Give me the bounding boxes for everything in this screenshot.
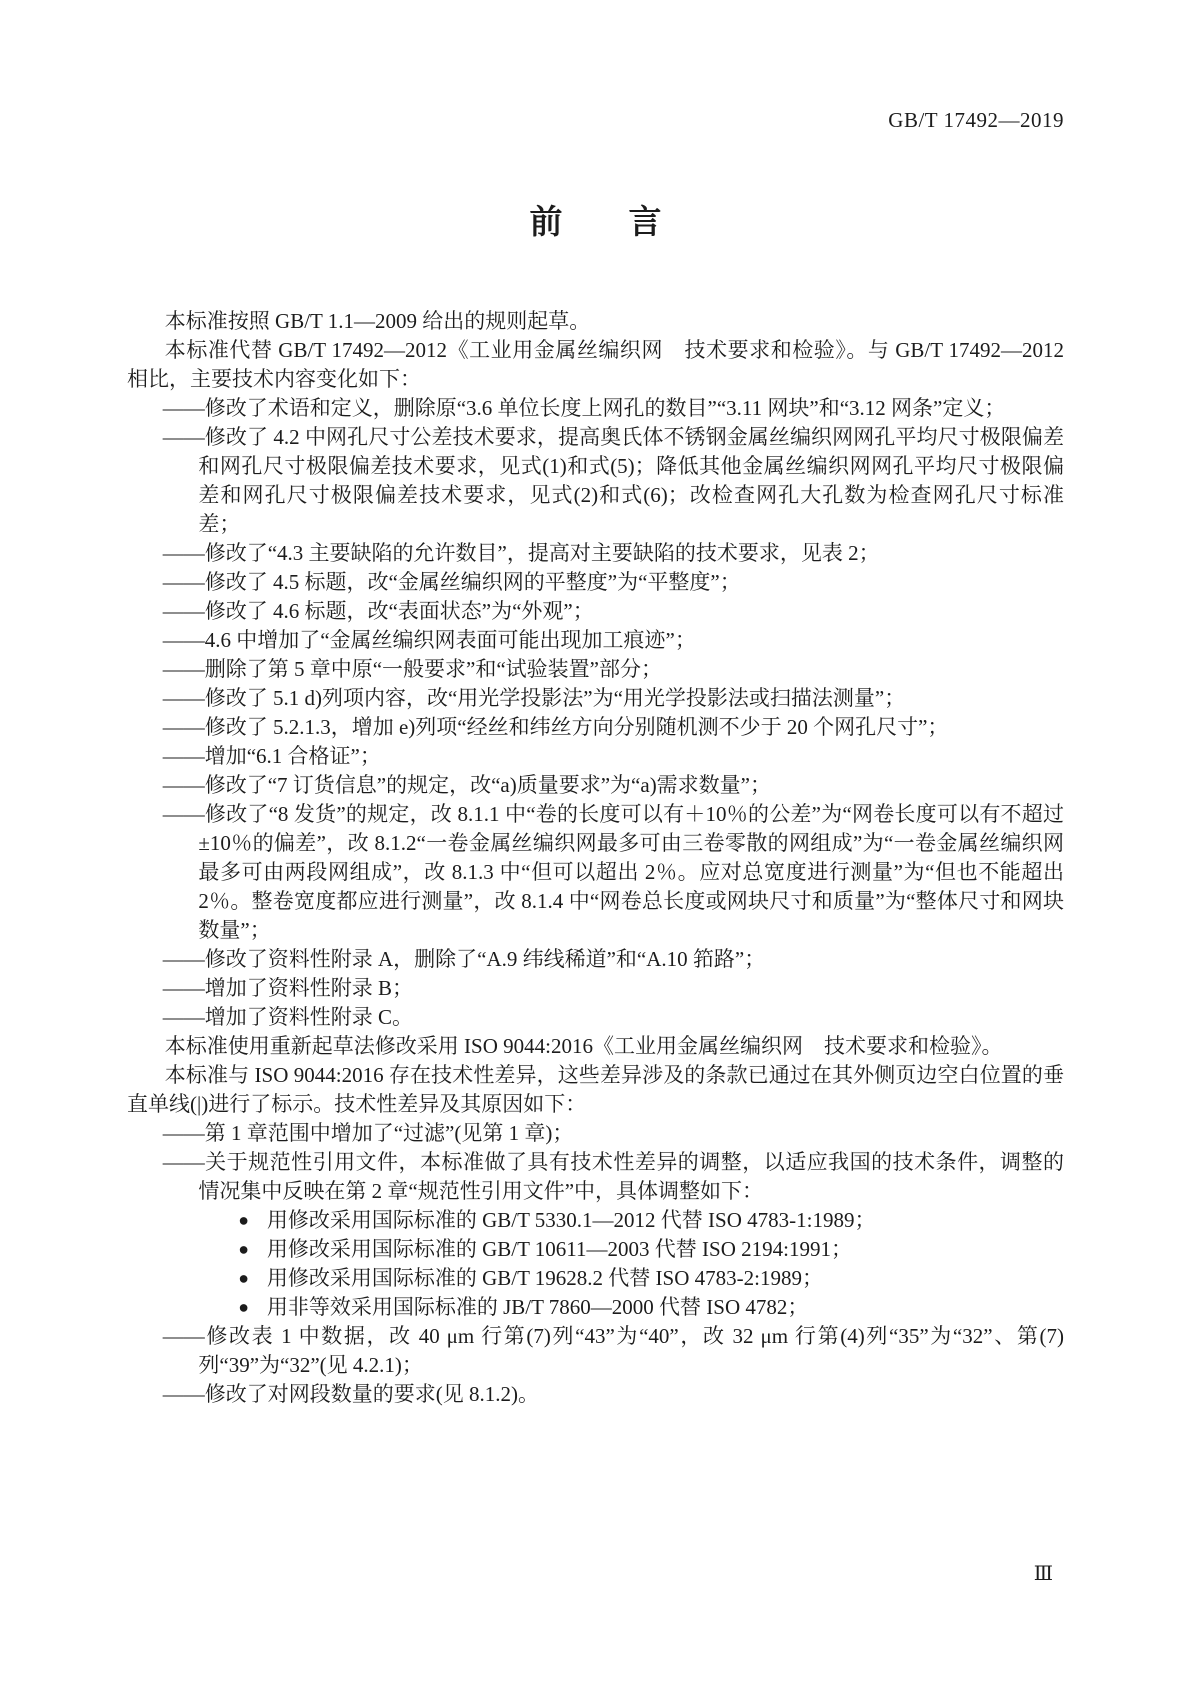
list-item-text: 用修改采用国际标准的 GB/T 5330.1—2012 代替 ISO 4783-1:1989； (266, 1208, 876, 1232)
bullet-marker: ● (238, 1210, 250, 1230)
list-item-text: 用修改采用国际标准的 GB/T 19628.2 代替 ISO 4783-2:1989； (266, 1266, 823, 1290)
list-item (127, 684, 1064, 713)
dash-marker: —— (162, 715, 205, 739)
dash-marker: —— (162, 1121, 205, 1145)
list-item (127, 800, 1064, 945)
list-item (127, 1380, 1064, 1409)
paragraph: 本标准与 ISO 9044:2016 存在技术性差异，这些差异涉及的条款已通过在其外侧页边空白位置的垂直单线(|)进行了标示。技术性差异及其原因如下： (127, 1063, 1064, 1116)
dash-marker: —— (162, 947, 205, 971)
list-item (127, 1293, 1064, 1322)
bullet-marker: ● (238, 1297, 250, 1317)
list-item (127, 974, 1064, 1003)
list-item (127, 1264, 1064, 1293)
list-item-text: 修改了 5.2.1.3，增加 e)列项“经丝和纬丝方向分别随机测不少于 20 个网孔尺寸”； (204, 715, 949, 739)
list-item-text: 关于规范性引用文件，本标准做了具有技术性差异的调整，以适应我国的技术条件，调整的情况集中反映在第 2 章“规范性引用文件”中，具体调整如下： (198, 1150, 1064, 1203)
page-number: Ⅲ (1033, 1563, 1053, 1585)
list-item (127, 1322, 1064, 1380)
list-item (127, 539, 1064, 568)
list-item-text: 用修改采用国际标准的 GB/T 10611—2003 代替 ISO 2194:1991； (266, 1237, 852, 1261)
list-item (127, 1235, 1064, 1264)
paragraph: 本标准代替 GB/T 17492—2012《工业用金属丝编织网 技术要求和检验》。与 GB/T 17492—2012 相比，主要技术内容变化如下： (127, 338, 1064, 391)
list-item (127, 1003, 1064, 1032)
dash-marker: —— (162, 396, 205, 420)
dash-marker: —— (162, 744, 205, 768)
dash-marker: —— (162, 1005, 205, 1029)
list-item (127, 713, 1064, 742)
dash-marker: —— (162, 1150, 205, 1174)
list-item-text: 删除了第 5 章中原“一般要求”和“试验装置”部分； (204, 657, 662, 681)
list-item-text: 修改表 1 中数据，改 40 μm 行第(7)列“43”为“40”，改 32 μm 行第(4)列“35”为“32”、第(7)列“39”为“32”(见 4.2.1)； (198, 1324, 1064, 1377)
bullet-marker: ● (238, 1239, 250, 1259)
dash-marker: —— (162, 599, 205, 623)
list-item (127, 1119, 1064, 1148)
list-item-text: 增加了资料性附录 B； (204, 976, 413, 1000)
list-item-text: 修改了 5.1 d)列项内容，改“用光学投影法”为“用光学投影法或扫描法测量”； (204, 686, 906, 710)
paragraph: 本标准按照 GB/T 1.1—2009 给出的规则起草。 (164, 309, 591, 333)
dash-marker: —— (162, 628, 205, 652)
dash-marker: —— (162, 541, 205, 565)
list-item-text: 增加了资料性附录 C。 (204, 1005, 413, 1029)
list-item (127, 742, 1064, 771)
list-item (127, 771, 1064, 800)
list-item-text: 增加“6.1 合格证”； (204, 744, 381, 768)
list-item-text: 修改了术语和定义，删除原“3.6 单位长度上网孔的数目”“3.11 网块”和“3.12 网条”定义； (204, 396, 1006, 420)
dash-marker: —— (162, 425, 205, 449)
dash-marker: —— (162, 657, 205, 681)
list-item (127, 1206, 1064, 1235)
standard-number: GB/T 17492—2019 (888, 108, 1064, 132)
list-item-text: 修改了对网段数量的要求(见 8.1.2)。 (204, 1382, 539, 1406)
list-item (127, 655, 1064, 684)
list-item (127, 626, 1064, 655)
list-item-text: 修改了“4.3 主要缺陷的允许数目”，提高对主要缺陷的技术要求，见表 2； (204, 541, 880, 565)
list-item-text: 修改了资料性附录 A，删除了“A.9 纬线稀道”和“A.10 筘路”； (204, 947, 766, 971)
paragraph: 本标准使用重新起草法修改采用 ISO 9044:2016《工业用金属丝编织网 技术要求和检验》。 (164, 1034, 1003, 1058)
dash-marker: —— (162, 1382, 205, 1406)
list-item (127, 423, 1064, 539)
dash-marker: —— (162, 1324, 205, 1348)
list-item (127, 945, 1064, 974)
page-title: 前 言 (529, 205, 662, 241)
list-item-text: 4.6 中增加了“金属丝编织网表面可能出现加工痕迹”； (204, 628, 696, 652)
dash-marker: —— (162, 686, 205, 710)
list-item (127, 1148, 1064, 1206)
dash-marker: —— (162, 773, 205, 797)
foreword-content (127, 307, 1064, 1409)
list-item (127, 568, 1064, 597)
list-item (127, 394, 1064, 423)
list-item-text: 修改了 4.2 中网孔尺寸公差技术要求，提高奥氏体不锈钢金属丝编织网网孔平均尺寸极限偏差和网孔尺寸极限偏差技术要求，见式(1)和式(5)；降低其他金属丝编织网网孔平均尺寸极限偏差和网孔尺寸极限偏差技术要求，见式(2)和式(6)；改检查网孔大孔数为检查网孔尺寸标准差； (198, 425, 1064, 536)
list-item-text: 修改了 4.5 标题，改“金属丝编织网的平整度”为“平整度”； (204, 570, 741, 594)
list-item-text: 修改了 4.6 标题，改“表面状态”为“外观”； (204, 599, 594, 623)
dash-marker: —— (162, 976, 205, 1000)
list-item-text: 用非等效采用国际标准的 JB/T 7860—2000 代替 ISO 4782； (266, 1295, 809, 1319)
dash-marker: —— (162, 570, 205, 594)
list-item (127, 597, 1064, 626)
list-item-text: 第 1 章范围中增加了“过滤”(见第 1 章)； (204, 1121, 574, 1145)
list-item-text: 修改了“7 订货信息”的规定，改“a)质量要求”为“a)需求数量”； (204, 773, 772, 797)
bullet-marker: ● (238, 1268, 250, 1288)
list-item-text: 修改了“8 发货”的规定，改 8.1.1 中“卷的长度可以有＋10％的公差”为“网卷长度可以有不超过±10％的偏差”，改 8.1.2“一卷金属丝编织网最多可由三卷零散的网组成”为“一卷金属丝编织网最多可由两段网组成”，改 8.1.3 中“但可以超出 2％。应对总宽度进行测量”为“但也不能超出 2％。整卷宽度都应进行测量”，改 8.1.4 中“网卷总长度或网块尺寸和质量”为“整体尺寸和网块数量”； (198, 802, 1064, 942)
dash-marker: —— (162, 802, 205, 826)
